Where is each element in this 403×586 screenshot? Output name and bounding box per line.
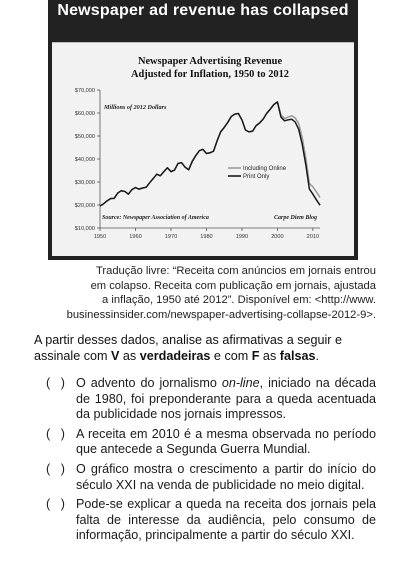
statement-item xyxy=(34,427,376,458)
true-word: verdadeiras xyxy=(139,348,211,363)
answer-blank[interactable]: ( ) xyxy=(46,376,65,390)
answer-blank[interactable]: ( ) xyxy=(46,461,65,476)
legend-label-including-online: Including Online xyxy=(243,166,287,172)
question-instruction xyxy=(34,333,376,364)
chart-title: Newspaper Advertising Revenue xyxy=(137,56,283,67)
statement-list xyxy=(34,376,376,548)
figure-banner: Newspaper ad revenue has collapsed xyxy=(57,2,349,19)
x-tick-label: 1950 xyxy=(93,234,107,240)
revenue-chart xyxy=(48,36,358,260)
x-tick-label: 1970 xyxy=(164,234,178,240)
figure-caption xyxy=(34,264,376,322)
statement-text: A receita em 2010 é a mesma observada no período que antecede a Segunda Guerra Mundial. xyxy=(76,426,376,457)
false-marker: F xyxy=(251,348,260,363)
answer-blank[interactable]: ( ) xyxy=(46,497,65,512)
statement-item xyxy=(34,376,376,423)
statement-text: Pode-se explicar a queda na receita dos jornais pela falta de interesse da audiência, pelo consumo de informação, principalmente a partir do século XXI. xyxy=(76,497,376,543)
caption-line: em colapso. Receita com publicação em jornais, ajustada xyxy=(90,279,376,292)
caption-line: Tradução livre: “Receita com anúncios em jornais entrou xyxy=(95,265,376,277)
y-tick-label: $50,000 xyxy=(74,134,95,140)
statement-text-italic: on-line xyxy=(221,376,260,390)
x-tick-label: 1990 xyxy=(235,234,249,240)
y-tick-label: $30,000 xyxy=(74,180,95,186)
instruction-text: A partir desses dados, analise as afirmativas a seguir e assinale com xyxy=(34,333,343,363)
statement-item xyxy=(34,462,376,493)
y-tick-label: $70,000 xyxy=(74,88,95,94)
true-marker: V xyxy=(111,348,120,363)
answer-blank[interactable]: ( ) xyxy=(46,426,65,441)
instruction-text: . xyxy=(315,348,319,363)
x-tick-label: 1980 xyxy=(200,234,213,240)
chart-subtitle: Adjusted for Inflation, 1950 to 2012 xyxy=(131,69,289,80)
statement-text: O gráfico mostra o crescimento a partir do início do século XXI na venda de publicidade no meio digital. xyxy=(76,461,376,492)
instruction-text: as xyxy=(259,348,280,363)
chart-figure xyxy=(48,0,358,260)
caption-line: a inflação, 1950 até 2012”. Disponível em: <http://www. xyxy=(102,294,376,306)
chart-source: Source: Newspaper Association of America xyxy=(102,215,209,221)
y-tick-label: $60,000 xyxy=(74,111,95,117)
y-tick-label: $10,000 xyxy=(74,226,95,232)
statement-item xyxy=(34,497,376,544)
chart-credit: Carpe Diem Blog xyxy=(274,215,317,221)
instruction-text: e com xyxy=(210,348,252,363)
statement-text-part: O advento do jornalismo xyxy=(76,376,222,390)
legend-label-print-only: Print Only xyxy=(243,174,270,180)
false-word: falsas xyxy=(279,348,316,363)
unit-note: Millions of 2012 Dollars xyxy=(104,104,167,111)
x-tick-label: 1960 xyxy=(129,234,142,240)
x-tick-label: 2010 xyxy=(306,234,320,240)
y-tick-label: $40,000 xyxy=(74,157,95,163)
statement-text xyxy=(76,376,376,423)
caption-line: businessinsider.com/newspaper-advertising-collapse-2012-9>. xyxy=(66,308,376,321)
chart-container xyxy=(48,36,358,260)
instruction-text: as xyxy=(119,348,140,363)
x-tick-label: 2000 xyxy=(271,234,284,240)
y-tick-label: $20,000 xyxy=(74,203,95,209)
statement-text-part: , iniciado na década de 1980, foi preponderante para a queda acentuada da publicidade nos jornais impressos. xyxy=(76,376,376,422)
